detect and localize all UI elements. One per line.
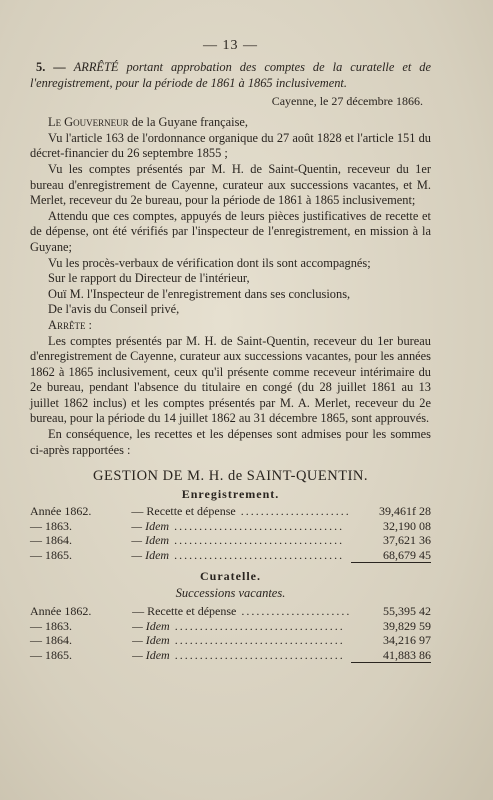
paragraph-consequence: En conséquence, les recettes et les dépenses sont admises pour les sommes ci-après rapportées : — [30, 427, 431, 457]
row-amount: 32,190 08 — [383, 518, 431, 533]
paragraph-vu-3: Vu les procès-verbaux de vérification dont ils sont accompagnés; — [48, 255, 371, 270]
curatelle-heading: Curatelle. — [200, 569, 261, 584]
paragraph-oui: Ouï M. l'Inspecteur de l'enregistrement dans ses conclusions, — [48, 286, 351, 301]
table-row — [30, 548, 431, 563]
leader-dots: .................................. — [169, 633, 345, 648]
arrete-label: Arrête : — [48, 317, 92, 332]
leader-dots: ...................... — [236, 604, 352, 619]
row-label-cell — [132, 619, 351, 634]
leader-dots: .................................. — [169, 533, 345, 548]
row-amount: 37,621 36 — [383, 533, 431, 548]
row-amount: 41,883 86 — [351, 648, 431, 663]
row-label: — Idem — [131, 533, 170, 548]
row-amount: 55,395 42 — [383, 604, 431, 619]
row-label: — Recette et dépense — [131, 504, 236, 519]
gestion-title: GESTION DE M. H. de SAINT-QUENTIN. — [92, 468, 369, 485]
table-row — [30, 604, 431, 619]
paragraph-attendu: Attendu que ces comptes, appuyés de leurs pièces justificatives de recette et de dépense, ont été vérifiés par l'inspecteur de l'enregistrement, en mission à la Guyane; — [30, 208, 431, 254]
row-label: — Idem — [131, 518, 170, 533]
leader-dots: .................................. — [169, 618, 345, 633]
table-row — [30, 504, 431, 519]
leader-dots: .................................. — [169, 648, 345, 662]
row-amount: 39,829 59 — [383, 618, 431, 633]
row-label-cell — [132, 604, 351, 619]
curatelle-subheading: Successions vacantes. — [175, 586, 286, 601]
entry-date: Cayenne, le 27 décembre 1866. — [271, 94, 423, 109]
row-label-cell — [131, 533, 350, 548]
page-number: — 13 — — [203, 38, 258, 53]
leader-dots: ...................... — [235, 504, 351, 519]
paragraph-rapport: Sur le rapport du Directeur de l'intérieur, — [48, 271, 250, 286]
row-label: — Recette et dépense — [132, 604, 237, 619]
row-label-cell — [131, 548, 350, 563]
row-year: — 1864. — [30, 533, 72, 548]
row-amount: 68,679 45 — [351, 548, 431, 563]
row-year: — 1865. — [30, 648, 72, 662]
row-year: Année 1862. — [30, 604, 92, 619]
leader-dots: .................................. — [169, 548, 345, 562]
paragraph-vu-1: Vu l'article 163 de l'ordonnance organique du 27 août 1828 et l'article 151 du décret-financier du 26 septembre 1855 ; — [30, 130, 431, 161]
row-label-cell — [131, 519, 350, 534]
gouverneur-label: Le Gouverneur — [48, 115, 129, 130]
paragraph-avis: De l'avis du Conseil privé, — [48, 302, 180, 317]
row-label-cell — [132, 633, 351, 648]
row-year: — 1864. — [30, 633, 72, 648]
table-row — [30, 533, 431, 548]
row-label: — Idem — [132, 633, 170, 648]
gouverneur-rest: de la Guyane française, — [128, 115, 248, 130]
table-row — [30, 619, 431, 634]
enregistrement-heading: Enregistrement. — [181, 487, 280, 502]
curatelle-table — [30, 604, 431, 663]
row-amount: 39,461f 28 — [379, 504, 431, 519]
row-label: — Idem — [132, 648, 170, 662]
row-year: — 1863. — [30, 618, 72, 633]
row-year: Année 1862. — [30, 504, 92, 519]
table-row — [30, 633, 431, 648]
leader-dots: .................................. — [169, 518, 345, 533]
row-amount: 34,216 97 — [383, 633, 431, 648]
entry-title — [30, 60, 431, 91]
row-label-cell — [131, 504, 350, 519]
entry-number: 5. — — [36, 60, 74, 74]
paragraph-vu-2: Vu les comptes présentés par M. H. de Saint-Quentin, receveur du 1er bureau d'enregistrement de Cayenne, curateur aux successions vacantes, et M. Merlet, receveur du 2e bureau, pour la période de 1861 à 1865 inclusivement; — [30, 161, 431, 208]
enregistrement-table — [30, 504, 431, 563]
paragraph-comptes: Les comptes présentés par M. H. de Saint-Quentin, receveur du 1er bureau d'enregistrement de Cayenne, curateur aux successions vacantes, pour les années 1862 à 1865 inclusivement, ceux qu'il présente comme receveur intérimaire du 2e bureau, pendant l'absence du titulaire en congé (du 28 juillet 1861 au 13 juillet 1862 inclus) et les comptes présentés par M. A. Merlet, receveur du 2e bureau, pour la période du 14 juillet 1862 au 31 décembre 1865, sont approuvés. — [30, 333, 431, 426]
entry-title-text: ARRÊTÉ portant approbation des comptes de la curatelle et de l'enregistrement, pour la période de 1861 à 1865 inclusivement. — [30, 60, 431, 90]
row-year: — 1863. — [30, 518, 72, 533]
table-row — [30, 519, 431, 534]
row-year: — 1865. — [30, 548, 72, 562]
table-row — [30, 648, 431, 663]
row-label: — Idem — [131, 548, 170, 562]
paragraph-gouverneur — [30, 115, 431, 131]
row-label-cell — [132, 648, 351, 663]
row-label: — Idem — [132, 618, 170, 633]
